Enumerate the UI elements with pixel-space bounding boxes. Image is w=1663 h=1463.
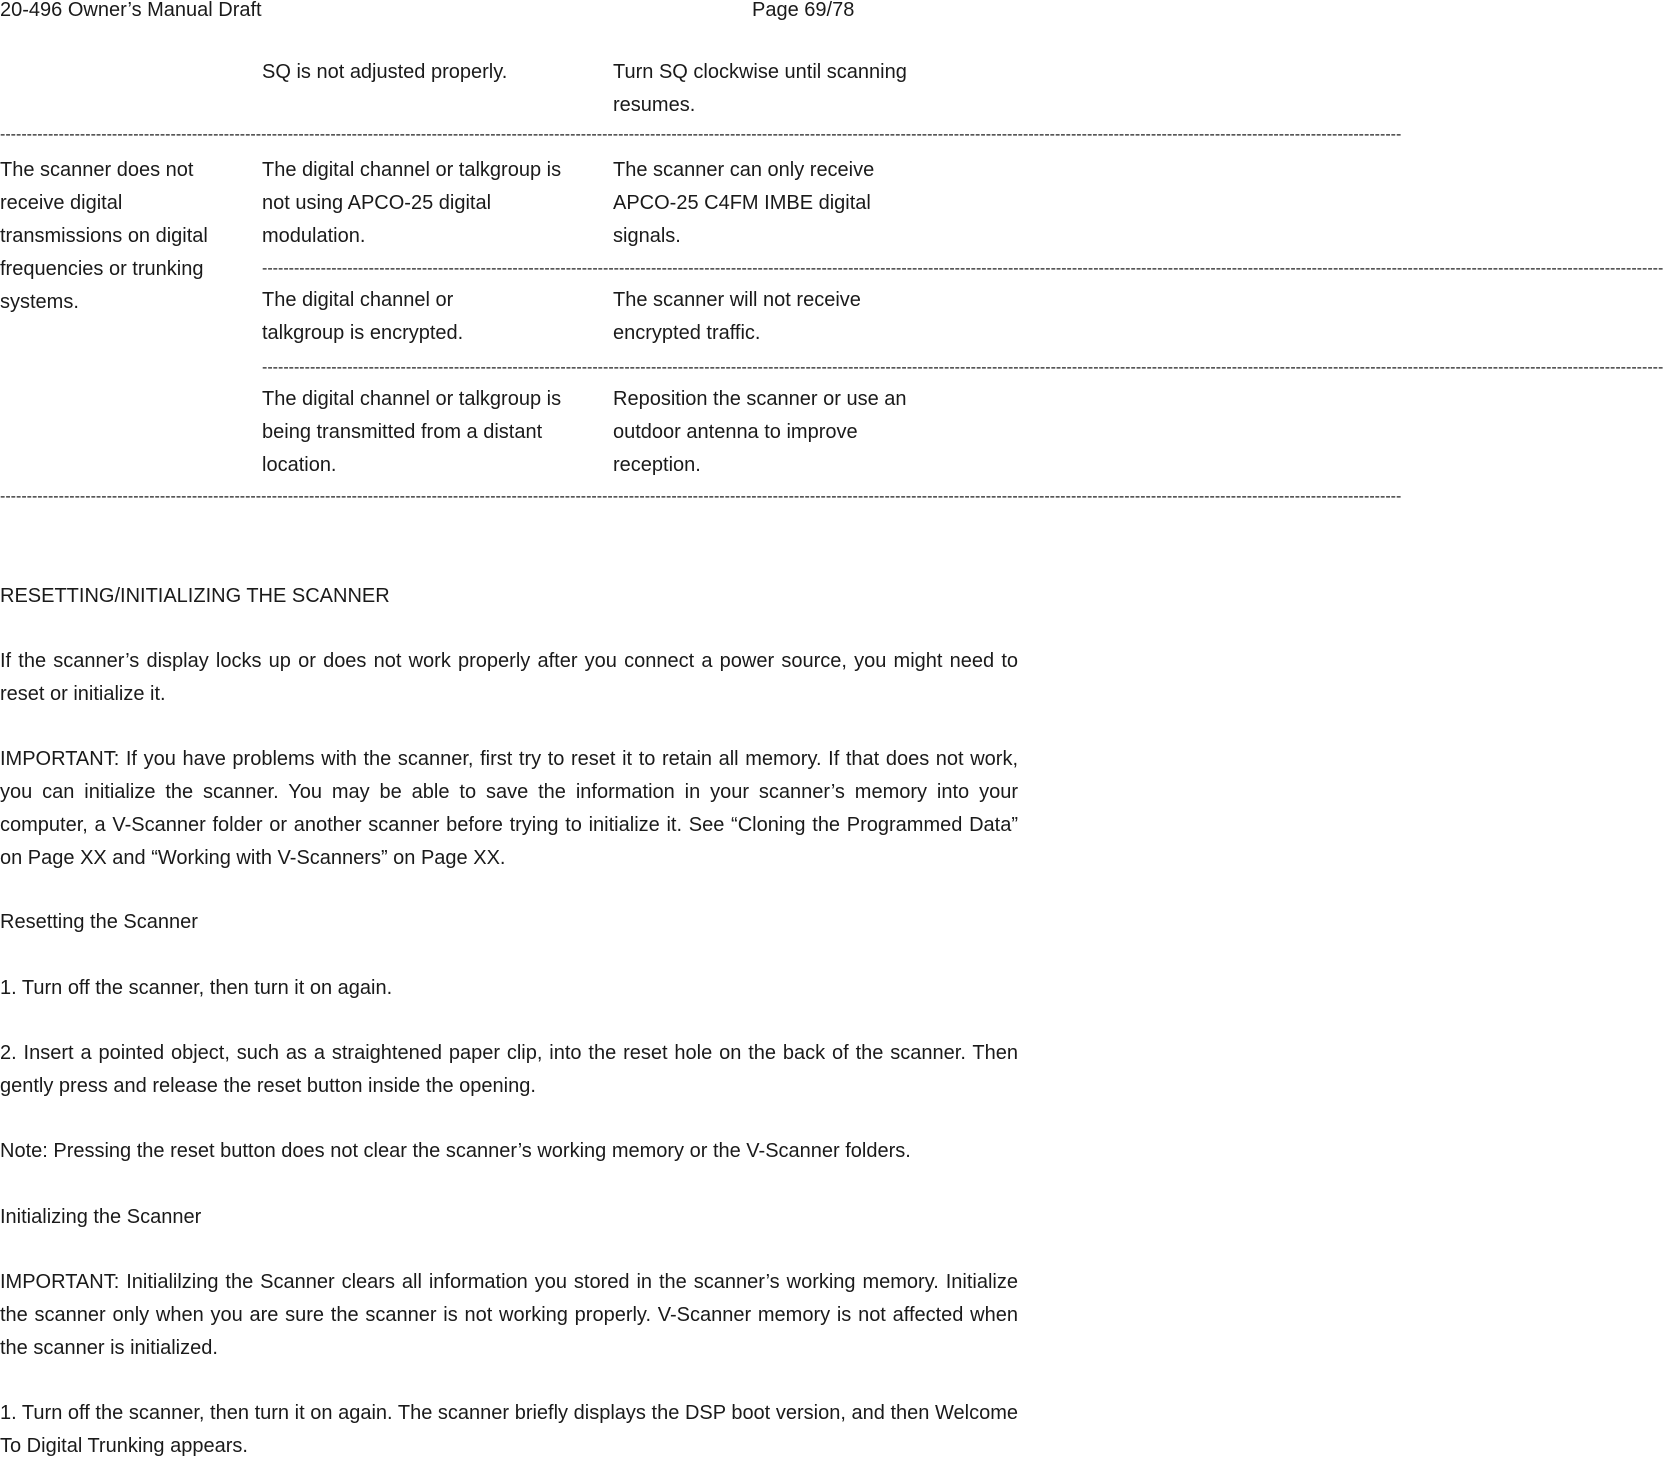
page-number: Page 69/78 (752, 0, 855, 21)
reset-step-1: 1. Turn off the scanner, then turn it on again. (0, 977, 393, 999)
cause-text: location. (262, 454, 337, 476)
intro-paragraph: If the scanner’s display locks up or does not work properly after you connect a power source, you might need to reset or initialize it. (0, 650, 1018, 705)
solution-text: The scanner will not receive (613, 289, 861, 311)
solution-text: reception. (613, 454, 701, 476)
cause-text: The digital channel or talkgroup is (262, 159, 562, 181)
row-divider: ----------------------------------------------------------------------------------------------------------------------------------------------------------------------------------------------------------------------------------------------------------------------- (262, 359, 1663, 376)
table-divider: ----------------------------------------------------------------------------------------------------------------------------------------------------------------------------------------------------------------------------------------------------------------------- (0, 488, 1402, 505)
reset-step-2: 2. Insert a pointed object, such as a straightened paper clip, into the reset hole on the back of the scanner. Then gently press and release the reset button inside the opening. (0, 1042, 1018, 1097)
cause-cell (262, 284, 463, 350)
solution-cell (613, 284, 861, 350)
solution-text: encrypted traffic. (613, 322, 761, 344)
subheading-initializing: Initializing the Scanner (0, 1206, 202, 1228)
cause-text: being transmitted from a distant (262, 421, 543, 443)
initialize-important: IMPORTANT: Initialilzing the Scanner clears all information you stored in the scanner’s working memory. Initialize the scanner only when you are sure the scanner is not working properly. V-Scanner memory is not affected when the scanner is initialized. (0, 1271, 1018, 1359)
problem-cell (0, 154, 208, 319)
solution-cell (613, 383, 907, 482)
solution-text: Turn SQ clockwise until scanning (613, 61, 907, 83)
row-divider: ----------------------------------------------------------------------------------------------------------------------------------------------------------------------------------------------------------------------------------------------------------------------- (262, 260, 1663, 277)
problem-text: receive digital (0, 192, 123, 214)
problem-text: transmissions on digital (0, 225, 208, 247)
solution-text: signals. (613, 225, 681, 247)
cause-text: The digital channel or talkgroup is (262, 388, 562, 410)
solution-text: The scanner can only receive (613, 159, 875, 181)
initialize-step-1: 1. Turn off the scanner, then turn it on again. The scanner briefly displays the DSP boot version, and then Welcome To Digital Trunking appears. (0, 1402, 1018, 1457)
problem-text: The scanner does not (0, 159, 194, 181)
solution-text: resumes. (613, 94, 696, 116)
problem-text: systems. (0, 291, 79, 313)
section-heading: RESETTING/INITIALIZING THE SCANNER (0, 585, 390, 607)
document-title: 20-496 Owner’s Manual Draft (0, 0, 262, 21)
cause-text: SQ is not adjusted properly. (262, 61, 508, 83)
solution-cell-sq (613, 56, 907, 122)
problem-text: frequencies or trunking (0, 258, 204, 280)
table-divider: ----------------------------------------------------------------------------------------------------------------------------------------------------------------------------------------------------------------------------------------------------------------------- (0, 126, 1402, 143)
solution-cell (613, 154, 874, 253)
cause-text: modulation. (262, 225, 366, 247)
cause-cell (262, 154, 561, 253)
solution-text: Reposition the scanner or use an (613, 388, 907, 410)
subheading-resetting: Resetting the Scanner (0, 911, 198, 933)
reset-note: Note: Pressing the reset button does not clear the scanner’s working memory or the V-Scanner folders. (0, 1140, 911, 1162)
cause-cell-sq (262, 56, 507, 89)
solution-text: APCO-25 C4FM IMBE digital (613, 192, 871, 214)
solution-text: outdoor antenna to improve (613, 421, 858, 443)
cause-text: The digital channel or (262, 289, 454, 311)
cause-text: talkgroup is encrypted. (262, 322, 464, 344)
important-paragraph: IMPORTANT: If you have problems with the scanner, first try to reset it to retain all memory. If that does not work, you can initialize the scanner. You may be able to save the information in your scanner’s memory into your computer, a V-Scanner folder or another scanner before trying to initialize it. See “Cloning the Programmed Data” on Page XX and “Working with V-Scanners” on Page XX. (0, 748, 1018, 869)
cause-cell (262, 383, 561, 482)
cause-text: not using APCO-25 digital (262, 192, 492, 214)
